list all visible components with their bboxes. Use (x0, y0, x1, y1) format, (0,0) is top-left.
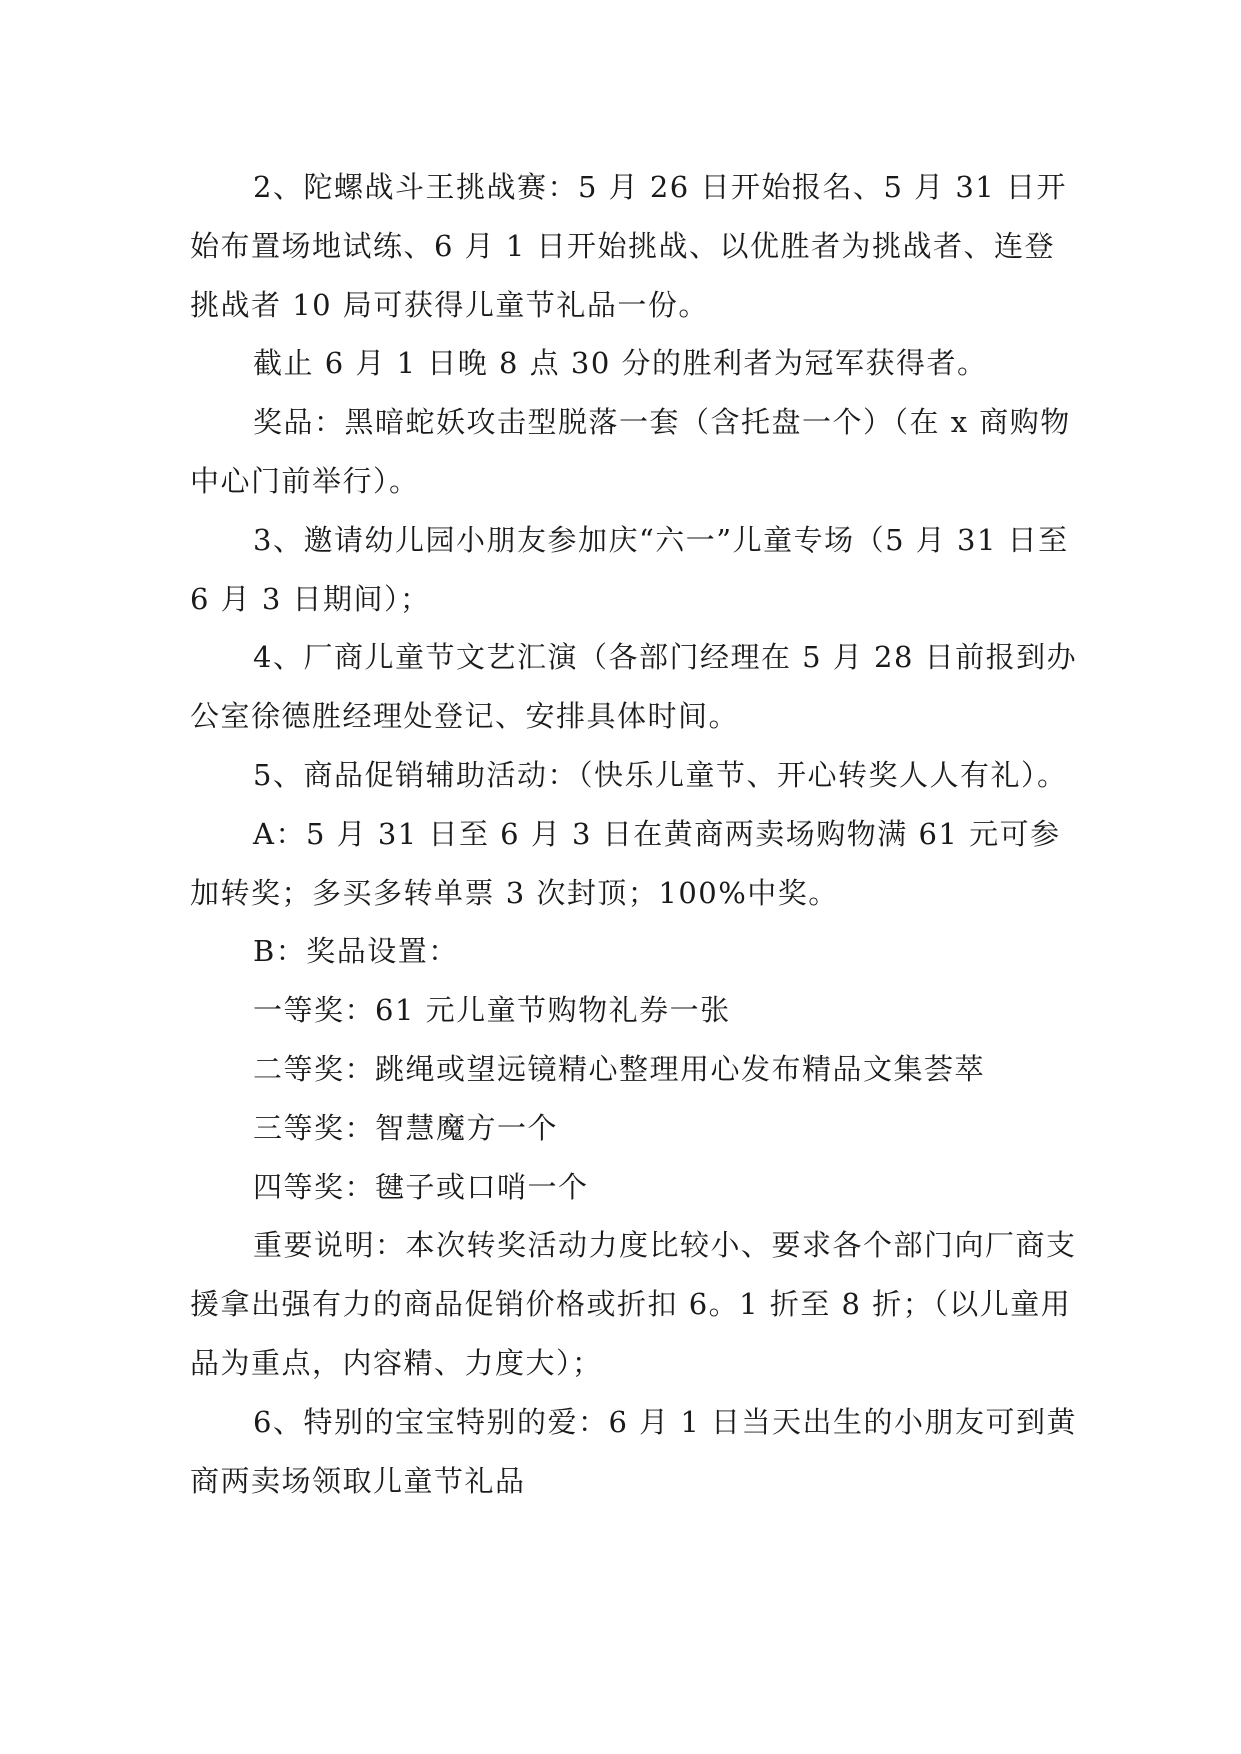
paragraph-item-a: A：5 月 31 日至 6 月 3 日在黄商两卖场购物满 61 元可参加转奖；多买多转单票 3 次封顶；100%中奖。 (190, 816, 1061, 910)
paragraph-prize: 奖品：黑暗蛇妖攻击型脱落一套（含托盘一个）（在 x 商购物中心门前举行）。 (190, 405, 1071, 498)
paragraph-deadline: 截止 6 月 1 日晚 8 点 30 分的胜利者为冠军获得者。 (253, 346, 988, 381)
paragraph-third-prize: 三等奖：智慧魔方一个 (253, 1110, 559, 1145)
paragraph-fourth-prize: 四等奖：毽子或口哨一个 (253, 1169, 589, 1204)
paragraph-spinning-top-contest: 2、陀螺战斗王挑战赛：5 月 26 日开始报名、5 月 31 日开始布置场地试练、6 月 1 日开始挑战、以优胜者为挑战者、连登挑战者 10 局可获得儿童节礼品一份。 (190, 170, 1067, 322)
paragraph-promotion: 5、商品促销辅助活动：（快乐儿童节、开心转奖人人有礼）。 (253, 757, 1068, 792)
paragraph-important-note: 重要说明：本次转奖活动力度比较小、要求各个部门向厂商支援拿出强有力的商品促销价格或折扣 6。1 折至 8 折；（以儿童用品为重点，内容精、力度大）； (190, 1228, 1077, 1380)
paragraph-first-prize: 一等奖：61 元儿童节购物礼券一张 (253, 993, 731, 1028)
paragraph-item-b: B：奖品设置： (253, 934, 459, 969)
paragraph-performance: 4、厂商儿童节文艺汇演（各部门经理在 5 月 28 日前报到办公室徐德胜经理处登记、安排具体时间。 (190, 640, 1078, 734)
document-body (190, 158, 1080, 1510)
paragraph-second-prize: 二等奖：跳绳或望远镜精心整理用心发布精品文集荟萃 (253, 1051, 986, 1086)
paragraph-special-baby: 6、特别的宝宝特别的爱：6 月 1 日当天出生的小朋友可到黄商两卖场领取儿童节礼品 (190, 1404, 1078, 1498)
paragraph-kindergarten-session: 3、邀请幼儿园小朋友参加庆“六一”儿童专场（5 月 31 日至 6 月 3 日期间）； (190, 522, 1069, 616)
